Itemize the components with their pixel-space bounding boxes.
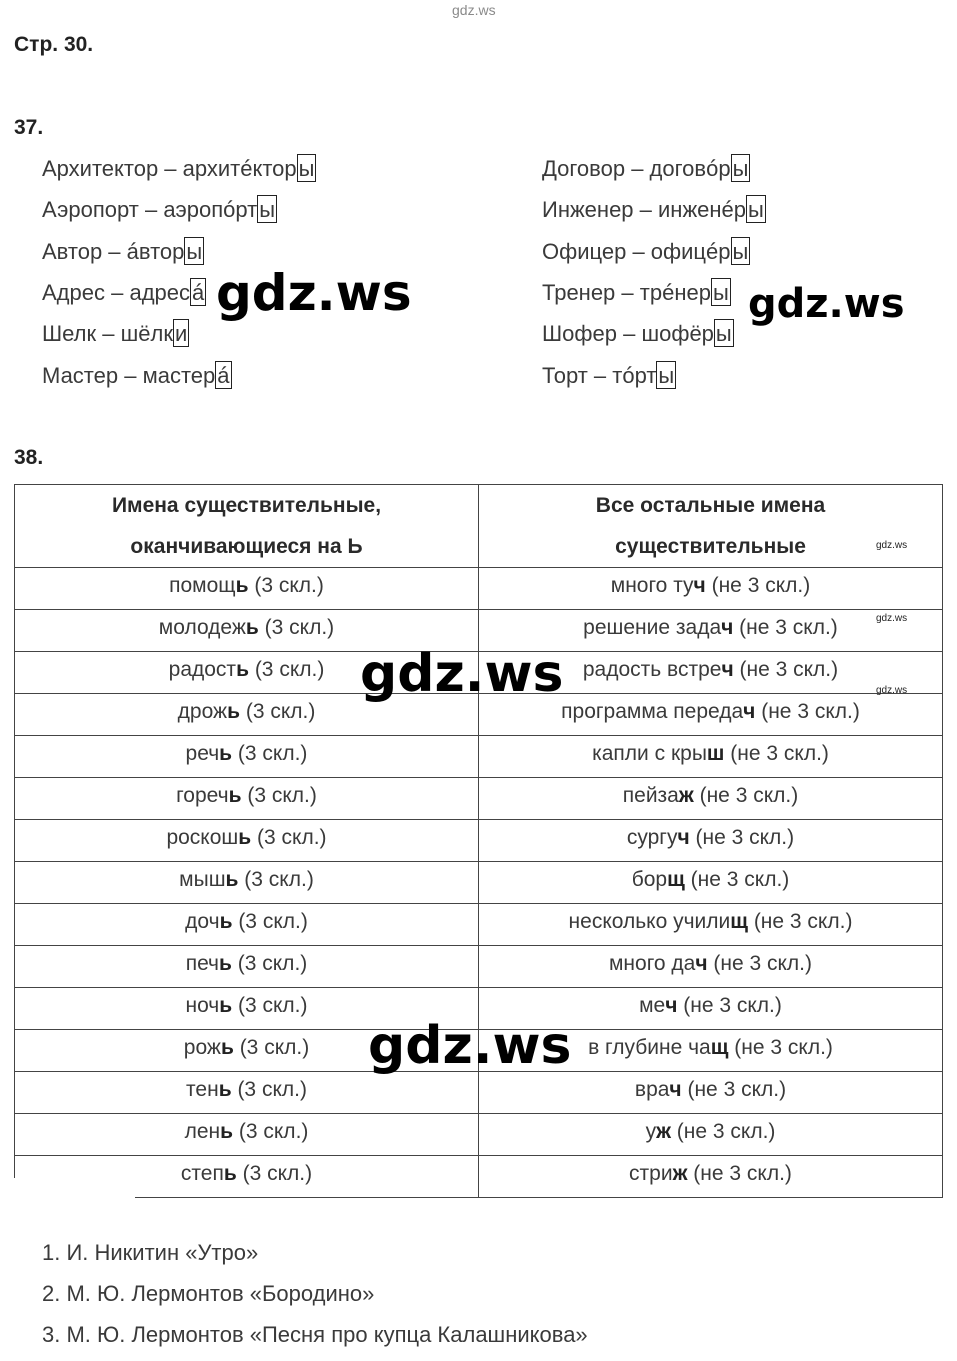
noun-ending: ч <box>695 952 708 975</box>
declension-note: (не 3 скл.) <box>733 616 838 639</box>
word-pair <box>542 319 734 349</box>
declension-note: (не 3 скл.) <box>707 952 813 975</box>
noun-stem: гореч <box>176 784 229 807</box>
ending-box: ы <box>186 238 203 264</box>
header-line: Все остальные имена <box>595 494 826 517</box>
word-pair <box>542 237 750 267</box>
noun-ending: ь <box>235 574 249 597</box>
noun-stem: ноч <box>185 994 220 1017</box>
dash: – <box>96 321 121 347</box>
noun-ending: ь <box>220 1036 234 1059</box>
noun-ending: ж <box>678 784 694 807</box>
table-row <box>15 1072 943 1114</box>
noun-ending: ш <box>706 742 725 765</box>
dash: – <box>633 197 659 223</box>
singular-word: Инженер <box>542 197 634 223</box>
noun-ending: ь <box>219 952 232 975</box>
watermark-gdz: gdz.ws <box>216 264 412 322</box>
declension-note: (3 скл.) <box>241 784 317 807</box>
cell-other <box>479 904 943 946</box>
cell-soft-sign <box>15 904 479 946</box>
word-pair <box>542 154 750 184</box>
noun-stem: мыш <box>179 868 226 891</box>
noun-stem: степ <box>180 1162 224 1185</box>
ending-box: ы <box>715 321 732 347</box>
table-row <box>15 862 943 904</box>
declension-note: (3 скл.) <box>258 616 335 639</box>
footer-line: 3. М. Ю. Лермонтов «Песня про купца Калашникова» <box>42 1322 588 1347</box>
plural-stem: офицéр <box>650 238 731 264</box>
noun-ending: ь <box>228 784 242 807</box>
cell-other <box>479 862 943 904</box>
declension-note: (не 3 скл.) <box>693 784 799 807</box>
watermark-small: gdz.ws <box>876 540 908 551</box>
declension-note: (3 скл.) <box>232 994 308 1017</box>
ending-box: ы <box>732 156 749 181</box>
noun-stem: стри <box>629 1162 673 1185</box>
noun-stem: вра <box>634 1078 670 1101</box>
noun-stem: печ <box>185 952 219 975</box>
noun-ending: ж <box>656 1120 671 1143</box>
table-row <box>15 1156 943 1198</box>
table-row <box>15 946 943 988</box>
exercise-37-number: 37. <box>14 116 44 139</box>
declension-note: (3 скл.) <box>231 1078 307 1101</box>
table-row <box>15 820 943 862</box>
ending-box: ы <box>712 279 729 305</box>
dash: – <box>626 238 651 264</box>
plural-stem: аэропóрт <box>163 197 258 223</box>
noun-ending: ь <box>220 1120 234 1143</box>
declension-note: (не 3 скл.) <box>747 910 853 933</box>
cell-soft-sign <box>15 778 479 820</box>
ending-box: á <box>192 279 205 305</box>
ending-box: и <box>174 321 188 347</box>
cell-other <box>479 1156 943 1198</box>
noun-stem: радост <box>168 658 237 681</box>
noun-stem: лен <box>184 1120 221 1143</box>
declension-note: (3 скл.) <box>238 868 314 891</box>
word-pair <box>42 154 316 184</box>
dash: – <box>158 156 183 181</box>
declension-note: (3 скл.) <box>233 1120 309 1143</box>
noun-ending: ь <box>223 1162 237 1185</box>
dash: – <box>102 238 127 264</box>
watermark-small: gdz.ws <box>876 613 908 624</box>
noun-ending: ь <box>219 994 233 1017</box>
singular-word: Шофер <box>542 321 617 347</box>
declension-note: (не 3 скл.) <box>670 1120 776 1143</box>
header-line: Имена существительные, <box>111 494 382 517</box>
noun-stem: у <box>645 1120 657 1143</box>
table-row <box>15 736 943 778</box>
noun-ending: щ <box>667 868 685 891</box>
declension-note: (не 3 скл.) <box>755 700 860 723</box>
noun-ending: ч <box>693 574 706 597</box>
dash: – <box>138 197 164 223</box>
noun-stem: программа переда <box>561 700 744 723</box>
plural-stem: адрес <box>129 279 190 305</box>
word-pair <box>542 278 731 308</box>
noun-stem: сургу <box>626 826 678 849</box>
dash: – <box>118 362 143 388</box>
noun-ending: ь <box>236 658 249 681</box>
plural-stem: мастер <box>142 362 216 388</box>
watermark-top: gdz.ws <box>452 2 496 18</box>
ending-box: ы <box>732 238 749 264</box>
ending-box: ы <box>748 197 764 223</box>
header-line: существительные <box>615 535 806 558</box>
plural-stem: áвтор <box>126 238 185 264</box>
watermark-gdz: gdz.ws <box>360 644 564 704</box>
plural-stem: инженéр <box>658 197 747 223</box>
noun-ending: ь <box>225 868 239 891</box>
noun-stem: несколько учили <box>568 910 731 933</box>
noun-stem: решение зада <box>583 616 722 639</box>
declension-note: (не 3 скл.) <box>733 658 839 681</box>
cell-soft-sign <box>15 862 479 904</box>
dash: – <box>104 279 130 305</box>
declension-note: (не 3 скл.) <box>705 574 811 597</box>
singular-word: Договор <box>542 156 626 181</box>
plural-stem: тóрт <box>612 362 657 388</box>
singular-word: Адрес <box>42 279 105 305</box>
singular-word: Шелк <box>42 321 97 347</box>
word-pair <box>42 237 204 267</box>
declension-note: (не 3 скл.) <box>684 868 790 891</box>
declension-note: (3 скл.) <box>251 826 327 849</box>
noun-ending: ч <box>669 1078 682 1101</box>
noun-ending: ж <box>672 1162 688 1185</box>
word-pair <box>42 278 206 308</box>
noun-stem: доч <box>185 910 220 933</box>
table-corner-gap <box>13 1178 135 1203</box>
noun-stem: много ту <box>610 574 694 597</box>
ending-box: á <box>217 362 230 388</box>
dash: – <box>625 156 650 181</box>
cell-other <box>479 736 943 778</box>
word-pair <box>42 319 189 349</box>
header-line: оканчивающиеся на Ь <box>130 535 363 558</box>
plural-stem: договóр <box>649 156 731 181</box>
word-pair <box>42 361 232 391</box>
cell-soft-sign <box>15 946 479 988</box>
column-header-other <box>479 485 943 568</box>
footer-line: 2. М. Ю. Лермонтов «Бородино» <box>42 1281 375 1306</box>
dash: – <box>616 321 642 347</box>
noun-stem: реч <box>185 742 220 765</box>
declension-note: (не 3 скл.) <box>728 1036 833 1059</box>
cell-soft-sign <box>15 568 479 610</box>
ending-box: ы <box>259 197 276 223</box>
exercise-38-table <box>14 484 943 1198</box>
declension-note: (3 скл.) <box>248 658 325 681</box>
cell-soft-sign <box>15 1114 479 1156</box>
dash: – <box>587 362 613 388</box>
watermark-small: gdz.ws <box>876 685 908 696</box>
declension-note: (не 3 скл.) <box>724 742 829 765</box>
page-title: Стр. 30. <box>14 33 94 56</box>
declension-note: (не 3 скл.) <box>687 1162 792 1185</box>
noun-ending: ь <box>219 910 233 933</box>
plural-stem: архитéктор <box>182 156 297 181</box>
noun-stem: дрож <box>177 700 228 723</box>
cell-soft-sign <box>15 1072 479 1114</box>
noun-stem: ме <box>639 994 666 1017</box>
declension-note: (не 3 скл.) <box>689 826 795 849</box>
noun-stem: помощ <box>169 574 236 597</box>
declension-note: (3 скл.) <box>248 574 324 597</box>
word-pair <box>42 195 277 225</box>
cell-soft-sign <box>15 820 479 862</box>
plural-stem: трéнер <box>639 279 711 305</box>
word-pair <box>542 361 676 391</box>
table-row <box>15 568 943 610</box>
cell-soft-sign <box>15 736 479 778</box>
noun-ending: щ <box>730 910 748 933</box>
noun-stem: молодеж <box>158 616 246 639</box>
singular-word: Аэропорт <box>42 197 139 223</box>
watermark-gdz: gdz.ws <box>748 281 905 327</box>
cell-other <box>479 820 943 862</box>
noun-ending: ч <box>721 658 734 681</box>
noun-stem: бор <box>631 868 668 891</box>
noun-stem: пейза <box>622 784 679 807</box>
ending-box: ы <box>298 156 315 181</box>
table-header-row <box>15 485 943 568</box>
noun-ending: ч <box>743 700 756 723</box>
table-row <box>15 1114 943 1156</box>
noun-ending: ь <box>238 826 252 849</box>
noun-ending: ч <box>665 994 678 1017</box>
cell-other <box>479 1072 943 1114</box>
plural-stem: шёлк <box>120 321 173 347</box>
noun-ending: щ <box>710 1036 729 1059</box>
singular-word: Офицер <box>542 238 627 264</box>
noun-ending: ь <box>227 700 240 723</box>
noun-stem: роскош <box>166 826 239 849</box>
footer-line: 1. И. Никитин «Утро» <box>42 1240 259 1265</box>
declension-note: (3 скл.) <box>232 910 308 933</box>
cell-other <box>479 946 943 988</box>
noun-ending: ь <box>245 616 259 639</box>
noun-stem: тен <box>186 1078 219 1101</box>
dash: – <box>615 279 640 305</box>
noun-ending: ч <box>677 826 690 849</box>
singular-word: Автор <box>42 238 103 264</box>
noun-stem: капли с кры <box>592 742 707 765</box>
exercise-38-number: 38. <box>14 446 44 469</box>
noun-stem: в глубине ча <box>588 1036 711 1059</box>
cell-other <box>479 568 943 610</box>
declension-note: (3 скл.) <box>236 1162 313 1185</box>
singular-word: Торт <box>542 362 588 388</box>
table-row <box>15 778 943 820</box>
watermark-gdz: gdz.ws <box>368 1016 572 1076</box>
declension-note: (3 скл.) <box>232 742 308 765</box>
noun-ending: ь <box>218 1078 232 1101</box>
cell-other <box>479 1114 943 1156</box>
noun-stem: много да <box>608 952 696 975</box>
declension-note: (3 скл.) <box>231 952 308 975</box>
declension-note: (3 скл.) <box>240 700 316 723</box>
cell-other <box>479 778 943 820</box>
declension-note: (не 3 скл.) <box>681 1078 787 1101</box>
declension-note: (не 3 скл.) <box>677 994 782 1017</box>
noun-ending: ь <box>219 742 233 765</box>
table-row <box>15 904 943 946</box>
word-pair <box>542 195 766 225</box>
noun-stem: рож <box>183 1036 221 1059</box>
singular-word: Мастер <box>42 362 119 388</box>
noun-stem: радость встре <box>582 658 722 681</box>
plural-stem: шофёр <box>641 321 714 347</box>
ending-box: ы <box>658 362 675 388</box>
column-header-soft-sign <box>15 485 479 568</box>
noun-ending: ч <box>721 616 734 639</box>
singular-word: Тренер <box>542 279 616 305</box>
singular-word: Архитектор <box>42 156 159 181</box>
declension-note: (3 скл.) <box>233 1036 310 1059</box>
